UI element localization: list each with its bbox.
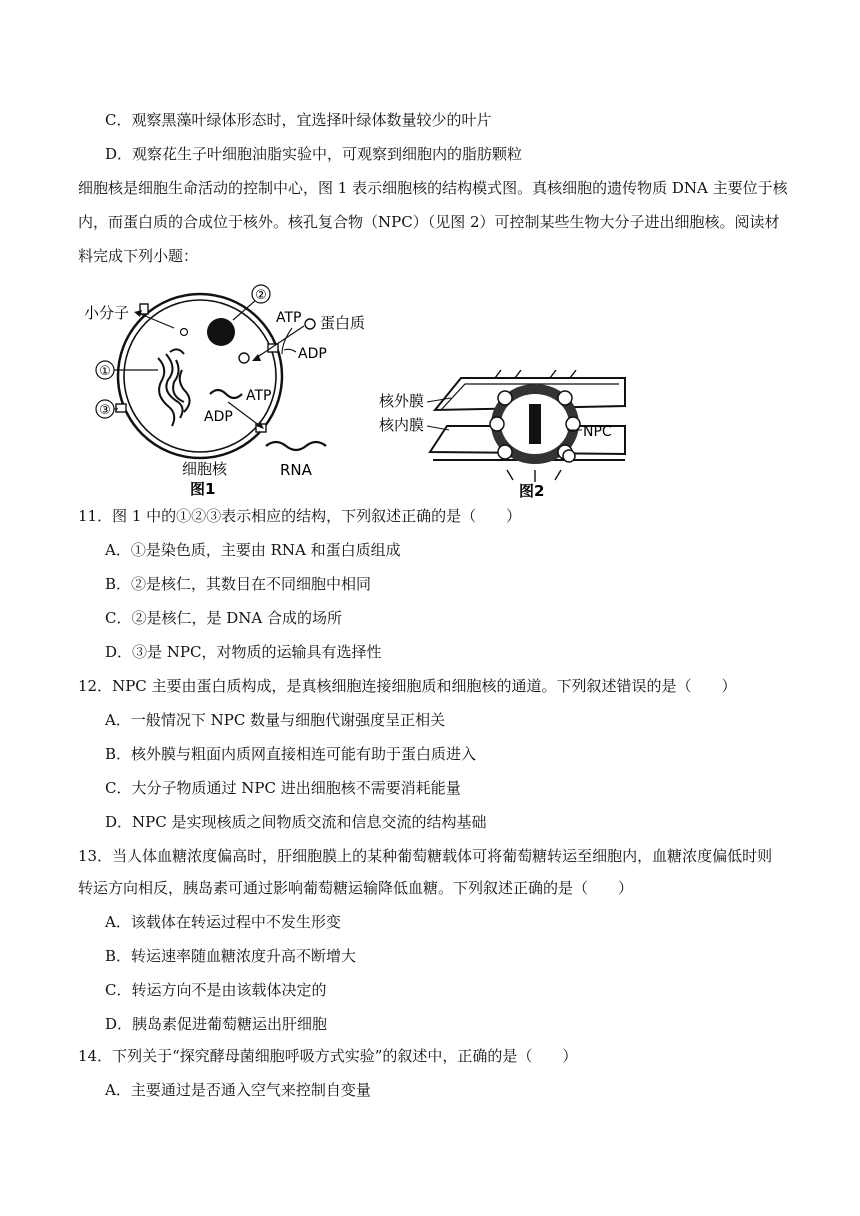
label-atp-bottom: ATP (246, 388, 272, 404)
q12-option-d: D．NPC 是实现核质之间物质交流和信息交流的结构基础 (105, 813, 487, 831)
q11-option-d: D．③是 NPC，对物质的运输具有选择性 (105, 643, 382, 661)
label-inner-membrane: 核内膜 (379, 416, 425, 434)
option-d-prev: D．观察花生子叶细胞油脂实验中，可观察到细胞内的脂肪颗粒 (105, 145, 523, 163)
nuclear-pore (116, 404, 126, 412)
label-atp-top: ATP (276, 310, 302, 326)
label-3: ③ (99, 403, 111, 418)
q13-option-d: D．胰岛素促进葡萄糖运出肝细胞 (105, 1015, 328, 1033)
q12-option-b: B．核外膜与粗面内质网直接相连可能有助于蛋白质进入 (105, 745, 477, 763)
intro-line-2: 内，而蛋白质的合成位于核外。核孔复合物（NPC）（见图 2）可控制某些生物大分子进出细胞核。阅读材 (78, 213, 780, 231)
q13-stem-line-2: 转运方向相反，胰岛素可通过影响葡萄糖运输降低血糖。下列叙述正确的是（ ） (78, 879, 634, 897)
label-nucleus: 细胞核 (182, 460, 228, 478)
label-adp-bottom: ADP (204, 409, 233, 425)
figure-2-npc-diagram (375, 370, 630, 500)
label-outer-membrane: 核外膜 (379, 392, 425, 410)
q11-option-b: B．②是核仁，其数目在不同细胞中相同 (105, 575, 372, 593)
option-c-prev: C．观察黑藻叶绿体形态时，宜选择叶绿体数量较少的叶片 (105, 111, 492, 129)
chromatin-shape (158, 349, 190, 426)
figure-1-caption: 图1 (190, 480, 216, 498)
q11-option-c: C．②是核仁，是 DNA 合成的场所 (105, 609, 342, 627)
label-1: ① (99, 364, 111, 379)
q12-option-c: C．大分子物质通过 NPC 进出细胞核不需要消耗能量 (105, 779, 461, 797)
label-npc: NPC (583, 424, 612, 440)
q14-option-a: A．主要通过是否通入空气来控制自变量 (105, 1081, 371, 1099)
nucleolus-shape (207, 318, 235, 346)
nuclear-pore (268, 344, 278, 352)
inner-membrane (124, 300, 276, 452)
q13-stem-line-1: 13．当人体血糖浓度偏高时，肝细胞膜上的某种葡萄糖载体可将葡萄糖转运至细胞内，血糖浓度偏低时则 (78, 847, 773, 865)
label-adp-top: ADP (298, 346, 327, 362)
rna-outside (266, 442, 326, 450)
label-rna: RNA (280, 461, 312, 479)
intro-line-3: 料完成下列小题： (78, 247, 199, 265)
q13-option-a: A．该载体在转运过程中不发生形变 (105, 913, 341, 931)
q12-option-a: A．一般情况下 NPC 数量与细胞代谢强度呈正相关 (105, 711, 446, 729)
intro-line-1: 细胞核是细胞生命活动的控制中心，图 1 表示细胞核的结构模式图。真核细胞的遗传物质 DNA 主要位于核 (78, 179, 788, 197)
rna-inside (210, 390, 242, 398)
q12-stem: 12．NPC 主要由蛋白质构成，是真核细胞连接细胞质和细胞核的通道。下列叙述错误的是（ ） (78, 677, 737, 695)
label-2: ② (255, 288, 267, 303)
figure-2-caption: 图2 (519, 482, 545, 500)
figure-1-nucleus-diagram (78, 278, 378, 500)
label-protein: 蛋白质 (320, 314, 366, 332)
q13-option-c: C．转运方向不是由该载体决定的 (105, 981, 327, 999)
q11-option-a: A．①是染色质，主要由 RNA 和蛋白质组成 (105, 541, 401, 559)
label-small-molecule: 小分子 (84, 304, 130, 322)
q14-stem: 14．下列关于“探究酵母菌细胞呼吸方式实验”的叙述中，正确的是（ ） (78, 1047, 578, 1065)
q11-stem: 11．图 1 中的①②③表示相应的结构，下列叙述正确的是（ ） (78, 507, 522, 525)
q13-option-b: B．转运速率随血糖浓度升高不断增大 (105, 947, 357, 965)
outer-membrane (118, 294, 282, 458)
